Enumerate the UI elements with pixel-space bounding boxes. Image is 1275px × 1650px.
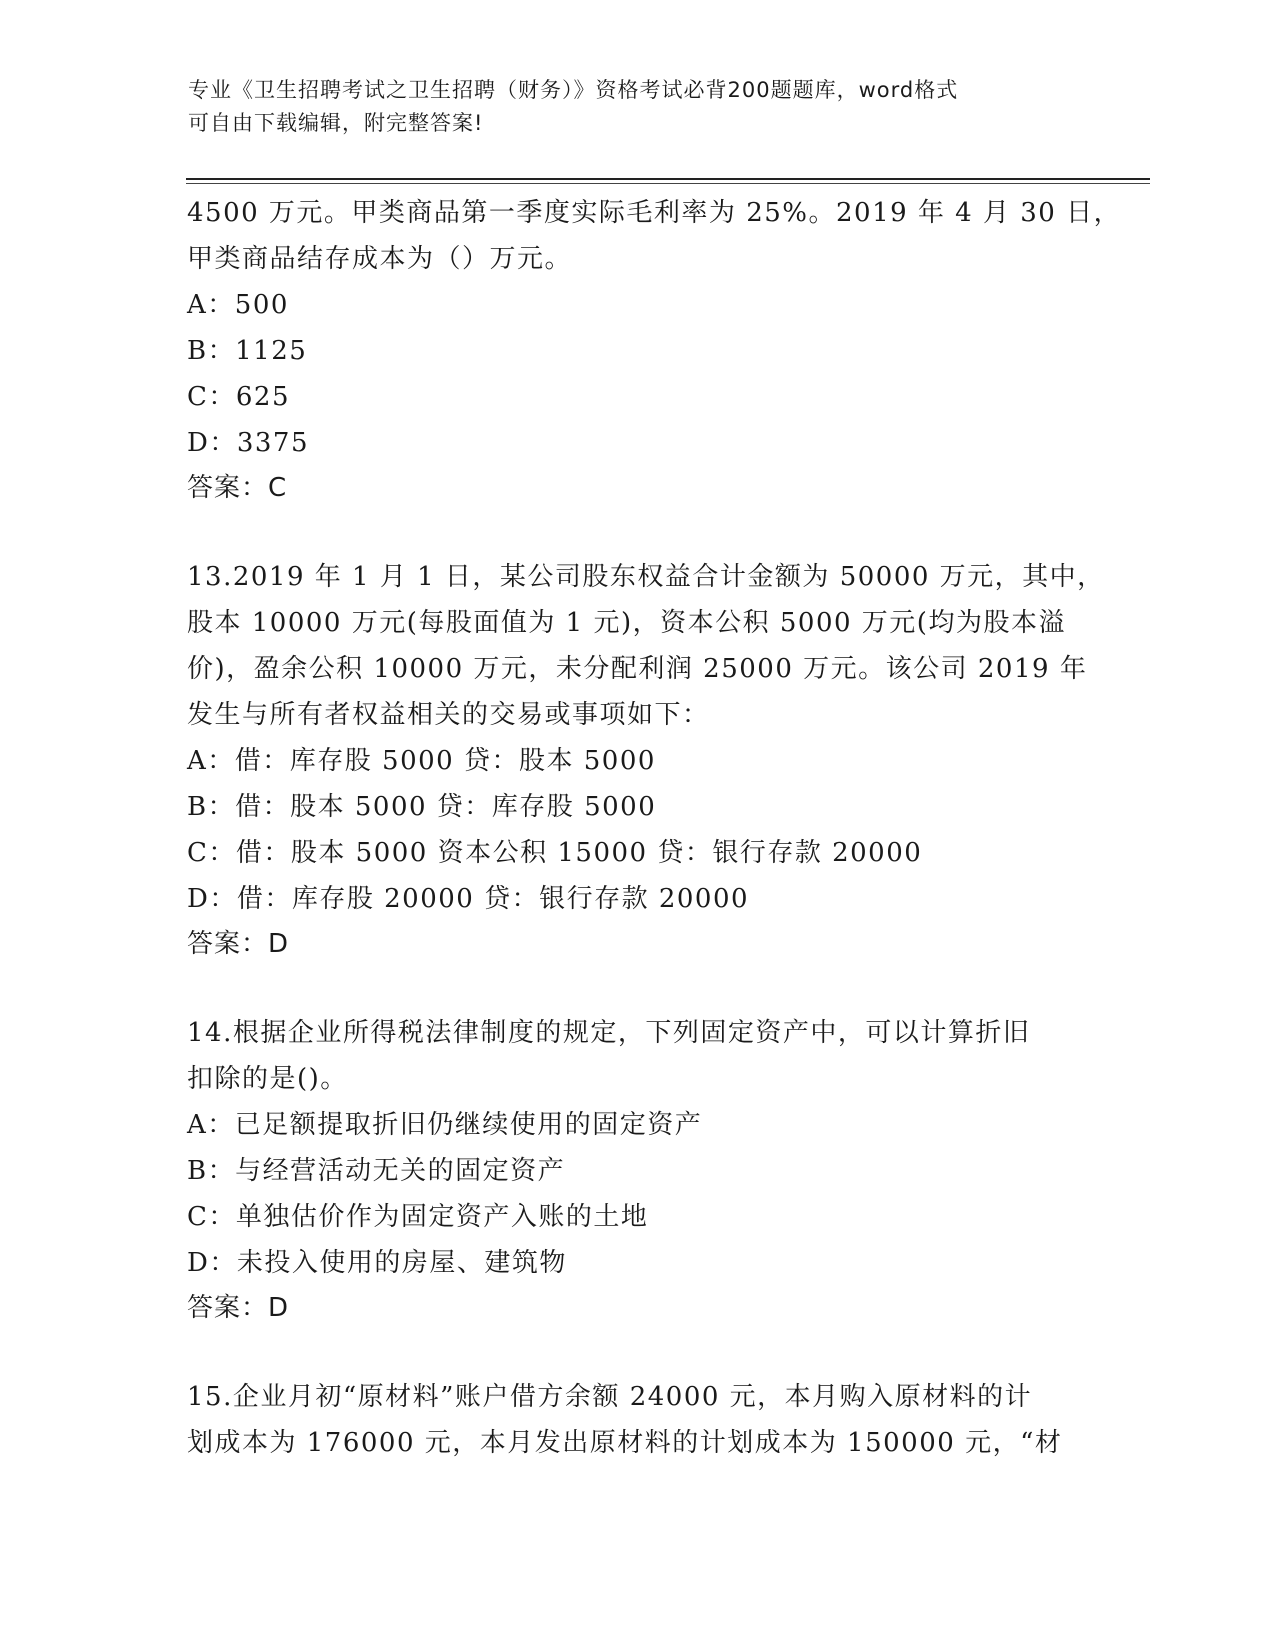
question-stem-line: 甲类商品结存成本为（）万元。: [187, 244, 573, 274]
question-stem-line: 13.2019 年 1 月 1 日，某公司股东权益合计金额为 50000 万元，其中，: [187, 562, 1105, 592]
spacer: [187, 1330, 1087, 1374]
option-a: A：已足额提取折旧仍继续使用的固定资产: [187, 1110, 703, 1140]
header-rule-thick: [186, 178, 1150, 180]
question-stem-line: 4500 万元。甲类商品第一季度实际毛利率为 25%。2019 年 4 月 30 日，: [187, 198, 1122, 228]
spacer: [187, 966, 1087, 1010]
option-d: D：3375: [187, 428, 310, 458]
header-rule-thin: [186, 183, 1150, 184]
option-c: C：625: [187, 382, 291, 412]
document-body: [187, 190, 1122, 1466]
question-stem-line: 15.企业月初“原材料”账户借方余额 24000 元，本月购入原材料的计: [187, 1382, 1033, 1412]
answer-line: 答案：D: [187, 929, 290, 959]
option-c: C：借：股本 5000 资本公积 15000 贷：银行存款 20000: [187, 838, 923, 868]
option-b: B：与经营活动无关的固定资产: [187, 1156, 566, 1186]
option-d: D：借：库存股 20000 贷：银行存款 20000: [187, 884, 750, 914]
header-line-2: 可自由下载编辑，附完整答案!: [188, 111, 484, 135]
answer-line: 答案：D: [187, 1293, 290, 1323]
option-b: B：1125: [187, 336, 308, 366]
header-line-1: 专业《卫生招聘考试之卫生招聘（财务）》资格考试必背200题题库，word格式: [188, 78, 959, 102]
question-13: [187, 554, 1105, 966]
option-a: A：500: [187, 290, 289, 320]
question-stem-line: 价)，盈余公积 10000 万元，未分配利润 25000 万元。该公司 2019 年: [187, 654, 1088, 684]
question-stem-line: 股本 10000 万元(每股面值为 1 元)，资本公积 5000 万元(均为股本溢: [187, 608, 1066, 638]
option-c: C：单独估价作为固定资产入账的土地: [187, 1202, 649, 1232]
option-d: D：未投入使用的房屋、建筑物: [187, 1248, 567, 1278]
option-a: A：借：库存股 5000 贷：股本 5000: [187, 746, 656, 776]
question-12: [187, 190, 1122, 510]
spacer: [187, 510, 1087, 554]
question-stem-line: 14.根据企业所得税法律制度的规定，下列固定资产中，可以计算折旧: [187, 1018, 1031, 1048]
answer-line: 答案：C: [187, 473, 288, 503]
document-header: [188, 74, 1078, 140]
option-b: B：借：股本 5000 贷：库存股 5000: [187, 792, 657, 822]
question-stem-line: 划成本为 176000 元，本月发出原材料的计划成本为 150000 元，“材: [187, 1428, 1063, 1458]
question-stem-line: 扣除的是()。: [187, 1064, 348, 1094]
question-14: [187, 1010, 1087, 1330]
question-15: [187, 1374, 1087, 1466]
question-stem-line: 发生与所有者权益相关的交易或事项如下：: [187, 700, 710, 730]
